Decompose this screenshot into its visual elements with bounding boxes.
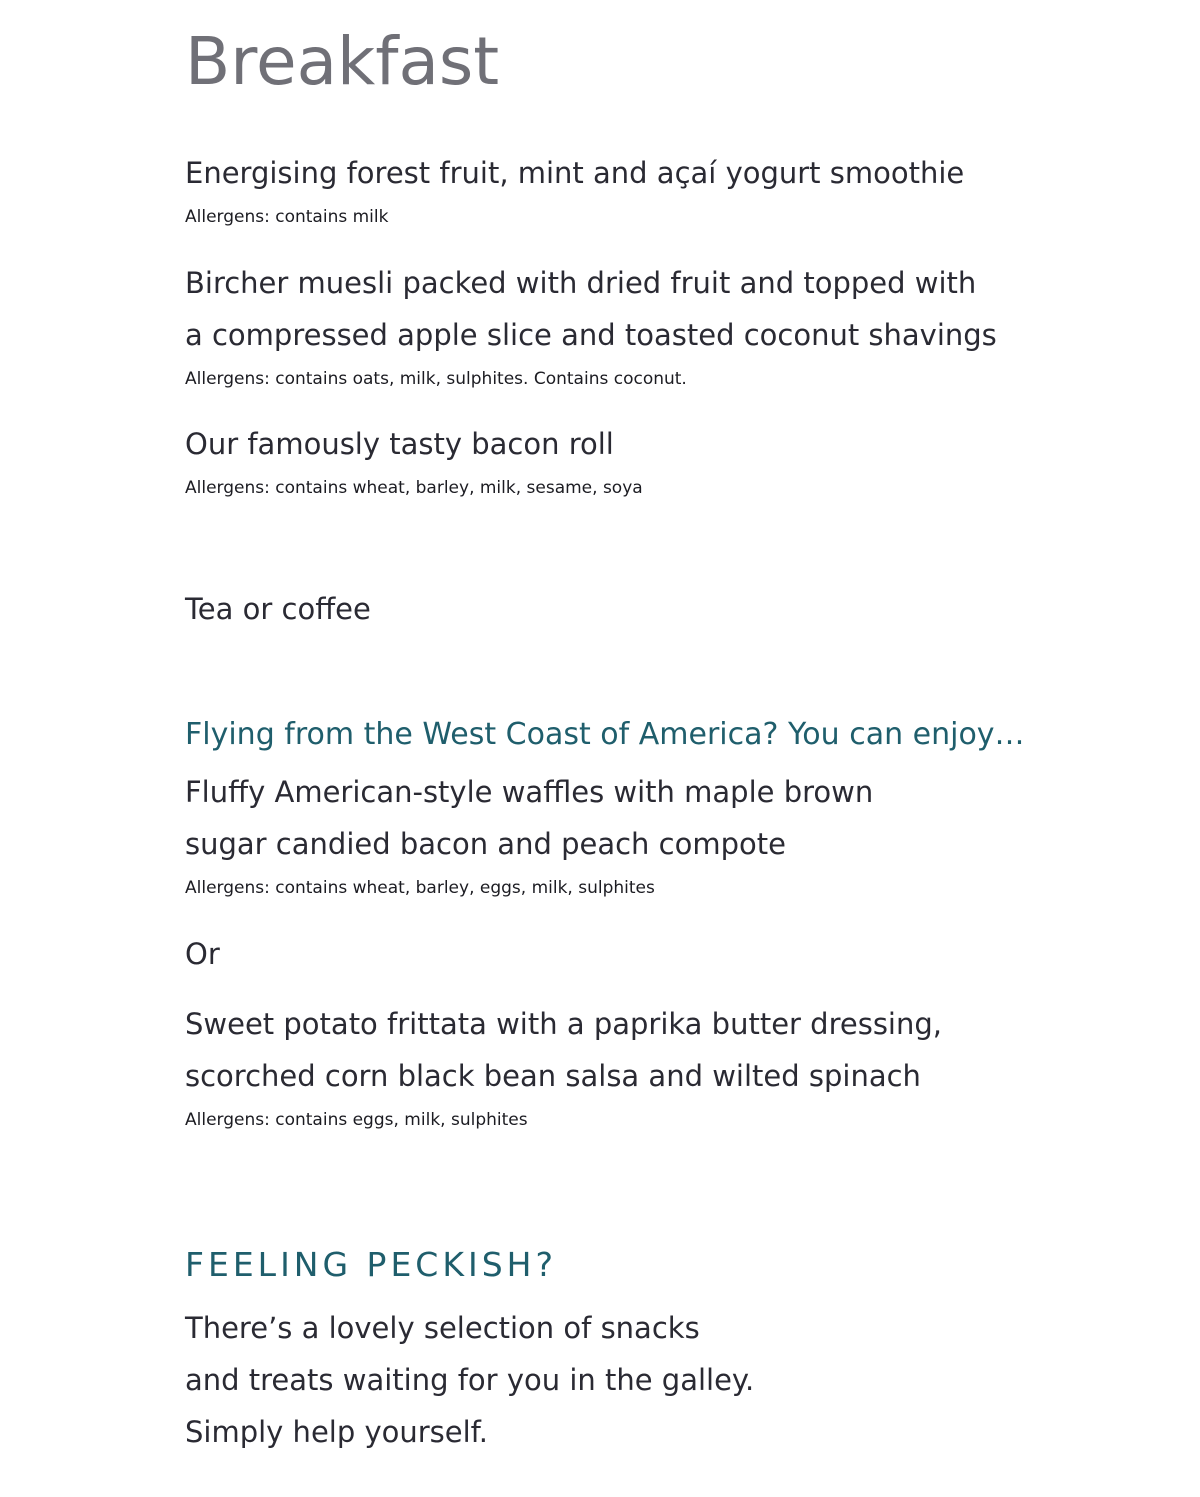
allergen-info: Allergens: contains oats, milk, sulphites. Contains coconut. xyxy=(185,369,687,389)
allergen-info: Allergens: contains wheat, barley, milk, sesame, soya xyxy=(185,478,643,498)
peckish-note xyxy=(185,1302,754,1458)
page-title: Breakfast xyxy=(185,23,500,100)
menu-item-line: Bircher muesli packed with dried fruit and topped with xyxy=(185,266,977,300)
menu-item-waffles xyxy=(185,766,873,870)
allergen-info: Allergens: contains milk xyxy=(185,207,389,227)
menu-item-frittata xyxy=(185,998,942,1102)
menu-item-line: Energising forest fruit, mint and açaí yogurt smoothie xyxy=(185,156,965,190)
west-coast-heading: Flying from the West Coast of America? You can enjoy… xyxy=(185,717,1025,752)
menu-item-line: Our famously tasty bacon roll xyxy=(185,427,614,461)
peckish-line: and treats waiting for you in the galley. xyxy=(185,1363,755,1397)
peckish-line: There’s a lovely selection of snacks xyxy=(185,1311,700,1345)
peckish-heading: FEELING PECKISH? xyxy=(185,1245,557,1284)
or-separator: Or xyxy=(185,937,220,971)
menu-item-line: Sweet potato frittata with a paprika butter dressing, xyxy=(185,1007,942,1041)
drinks-line: Tea or coffee xyxy=(185,592,371,626)
allergen-info: Allergens: contains eggs, milk, sulphites xyxy=(185,1110,528,1130)
peckish-line: Simply help yourself. xyxy=(185,1415,488,1449)
menu-item-smoothie xyxy=(185,147,964,199)
menu-item-line: sugar candied bacon and peach compote xyxy=(185,827,786,861)
menu-item-bacon-roll xyxy=(185,418,614,470)
menu-item-line: a compressed apple slice and toasted coconut shavings xyxy=(185,318,997,352)
menu-item-bircher-muesli xyxy=(185,257,997,361)
allergen-info: Allergens: contains wheat, barley, eggs, milk, sulphites xyxy=(185,878,655,898)
menu-item-line: Fluffy American-style waffles with maple brown xyxy=(185,775,874,809)
menu-item-line: scorched corn black bean salsa and wilted spinach xyxy=(185,1059,921,1093)
